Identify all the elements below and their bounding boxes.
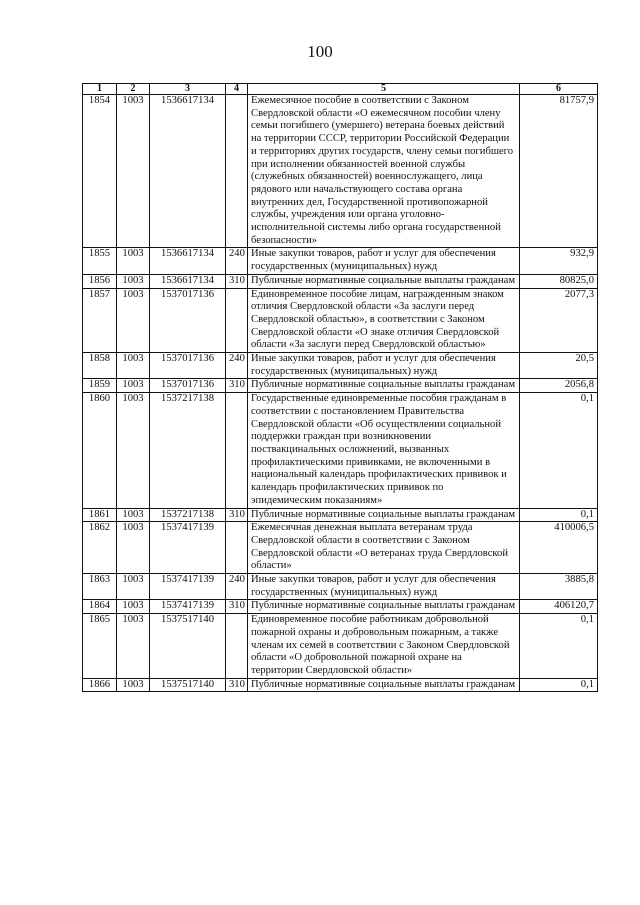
amount: 0,1 [520, 614, 598, 679]
target-code: 1537217138 [150, 508, 226, 522]
expense-name: Единовременное пособие работникам добровольной пожарной охраны и добровольным пожарным, а также членам их семей в соответствии с Законом Свердловской области «О добровольной пожарной охране на территории Свердловской области» [248, 614, 520, 679]
column-header-4: 4 [226, 84, 248, 95]
budget-table [82, 83, 598, 692]
expense-name: Публичные нормативные социальные выплаты гражданам [248, 379, 520, 393]
expense-name: Иные закупки товаров, работ и услуг для обеспечения государственных (муниципальных) нужд [248, 574, 520, 600]
row-number: 1858 [83, 353, 117, 379]
row-number: 1854 [83, 95, 117, 248]
row-number: 1861 [83, 508, 117, 522]
table-row [83, 393, 598, 508]
row-number: 1866 [83, 678, 117, 692]
target-code: 1537517140 [150, 614, 226, 679]
expense-type-code [226, 614, 248, 679]
expense-type-code [226, 522, 248, 574]
expense-name: Государственные единовременные пособия гражданам в соответствии с постановлением Правительства Свердловской области «Об осуществлении социальной поддержки граждан при возникновении поствакцинальных осложнений, вызванных профилактическими прививками, не включенными в национальный календарь профилактических прививок и календарь профилактических прививок по эпидемическим показаниям» [248, 393, 520, 508]
expense-name: Публичные нормативные социальные выплаты гражданам [248, 678, 520, 692]
table-row [83, 678, 598, 692]
amount: 0,1 [520, 393, 598, 508]
section-code: 1003 [117, 574, 150, 600]
expense-name: Публичные нормативные социальные выплаты гражданам [248, 508, 520, 522]
expense-name: Публичные нормативные социальные выплаты гражданам [248, 600, 520, 614]
column-header-1: 1 [83, 84, 117, 95]
target-code: 1537017136 [150, 288, 226, 353]
section-code: 1003 [117, 353, 150, 379]
table-row [83, 353, 598, 379]
expense-name: Публичные нормативные социальные выплаты гражданам [248, 274, 520, 288]
target-code: 1537217138 [150, 393, 226, 508]
table-row [83, 95, 598, 248]
amount: 81757,9 [520, 95, 598, 248]
target-code: 1536617134 [150, 95, 226, 248]
target-code: 1537417139 [150, 600, 226, 614]
amount: 2056,8 [520, 379, 598, 393]
expense-name: Ежемесячное пособие в соответствии с Законом Свердловской области «О ежемесячном пособии члену семьи погибшего (умершего) ветерана боевых действий на территории СССР, территории Российской Федерации и территориях других государств, члену семьи погибшего при исполнении обязанностей военной службы (служебных обязанностей) военнослужащего, лица рядового или начальствующего состава органа внутренних дел, Государственной противопожарной службы, учреждения или органа уголовно-исполнительной системы либо органа государственной безопасности» [248, 95, 520, 248]
row-number: 1862 [83, 522, 117, 574]
amount: 932,9 [520, 248, 598, 274]
table-row [83, 248, 598, 274]
expense-type-code: 240 [226, 248, 248, 274]
table-row [83, 600, 598, 614]
table-row [83, 614, 598, 679]
column-header-5: 5 [248, 84, 520, 95]
expense-type-code: 310 [226, 678, 248, 692]
amount: 0,1 [520, 678, 598, 692]
amount: 80825,0 [520, 274, 598, 288]
section-code: 1003 [117, 522, 150, 574]
expense-type-code [226, 393, 248, 508]
expense-name: Единовременное пособие лицам, награжденным знаком отличия Свердловской области «За заслуги перед Свердловской областью», в соответствии с Законом Свердловской области «О знаке отличия Свердловской области «За заслуги перед Свердловской областью» [248, 288, 520, 353]
target-code: 1536617134 [150, 274, 226, 288]
row-number: 1865 [83, 614, 117, 679]
expense-type-code: 240 [226, 574, 248, 600]
expense-type-code: 310 [226, 379, 248, 393]
amount: 406120,7 [520, 600, 598, 614]
amount: 410006,5 [520, 522, 598, 574]
target-code: 1537517140 [150, 678, 226, 692]
target-code: 1537017136 [150, 353, 226, 379]
amount: 0,1 [520, 508, 598, 522]
target-code: 1537417139 [150, 522, 226, 574]
row-number: 1864 [83, 600, 117, 614]
amount: 2077,3 [520, 288, 598, 353]
target-code: 1537017136 [150, 379, 226, 393]
column-header-2: 2 [117, 84, 150, 95]
table-row [83, 379, 598, 393]
section-code: 1003 [117, 600, 150, 614]
table-row [83, 288, 598, 353]
table-row [83, 508, 598, 522]
expense-type-code: 310 [226, 508, 248, 522]
amount: 20,5 [520, 353, 598, 379]
target-code: 1537417139 [150, 574, 226, 600]
amount: 3885,8 [520, 574, 598, 600]
section-code: 1003 [117, 678, 150, 692]
section-code: 1003 [117, 95, 150, 248]
table-header-row [83, 84, 598, 95]
expense-name: Иные закупки товаров, работ и услуг для обеспечения государственных (муниципальных) нужд [248, 248, 520, 274]
expense-type-code: 310 [226, 274, 248, 288]
row-number: 1860 [83, 393, 117, 508]
expense-type-code [226, 288, 248, 353]
expense-name: Иные закупки товаров, работ и услуг для обеспечения государственных (муниципальных) нужд [248, 353, 520, 379]
table-row [83, 274, 598, 288]
target-code: 1536617134 [150, 248, 226, 274]
expense-name: Ежемесячная денежная выплата ветеранам труда Свердловской области в соответствии с Законом Свердловской области «О ветеранах труда Свердловской области» [248, 522, 520, 574]
section-code: 1003 [117, 274, 150, 288]
column-header-6: 6 [520, 84, 598, 95]
row-number: 1859 [83, 379, 117, 393]
section-code: 1003 [117, 248, 150, 274]
column-header-3: 3 [150, 84, 226, 95]
expense-type-code: 310 [226, 600, 248, 614]
row-number: 1863 [83, 574, 117, 600]
expense-type-code: 240 [226, 353, 248, 379]
section-code: 1003 [117, 508, 150, 522]
row-number: 1857 [83, 288, 117, 353]
row-number: 1856 [83, 274, 117, 288]
table-row [83, 574, 598, 600]
row-number: 1855 [83, 248, 117, 274]
expense-type-code [226, 95, 248, 248]
table-row [83, 522, 598, 574]
section-code: 1003 [117, 614, 150, 679]
section-code: 1003 [117, 288, 150, 353]
section-code: 1003 [117, 393, 150, 508]
page-number: 100 [307, 42, 333, 61]
section-code: 1003 [117, 379, 150, 393]
